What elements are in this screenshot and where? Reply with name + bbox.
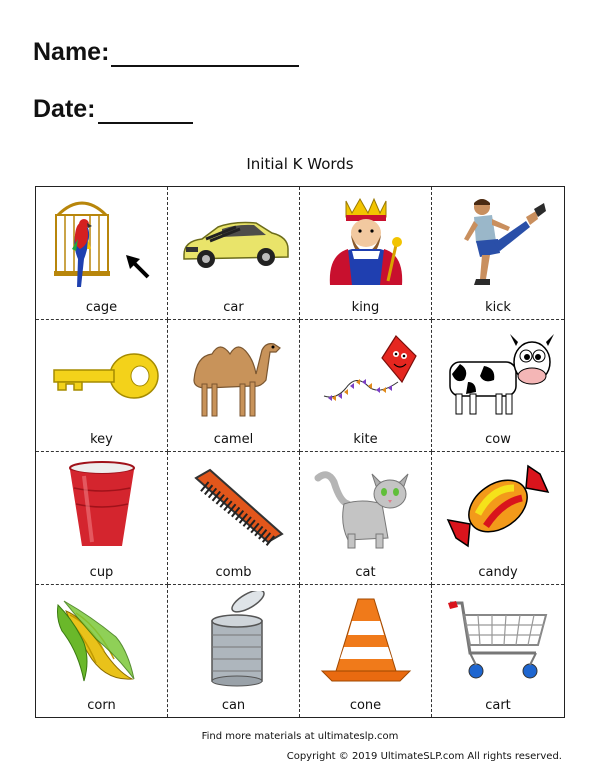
card-key [36, 320, 168, 453]
card-label: cat [355, 564, 376, 580]
card-label: car [223, 299, 244, 315]
key-icon [44, 326, 160, 422]
card-label: can [221, 698, 246, 713]
card-label: king [351, 299, 380, 315]
camel-icon [176, 326, 292, 422]
card-label: kick [485, 299, 511, 315]
card-label: corn [87, 698, 116, 713]
footer-more-materials: Find more materials at ultimateslp.com [201, 731, 399, 742]
card-kite [300, 320, 432, 453]
card-cup [36, 452, 168, 585]
cup-icon [44, 458, 160, 554]
card-label: cart [485, 698, 511, 713]
card-cart [432, 585, 564, 718]
card-cage [36, 187, 168, 320]
cow-icon [440, 326, 556, 422]
card-label: camel [213, 432, 254, 447]
card-king [300, 187, 432, 320]
comb-icon [176, 458, 292, 554]
date-label: Date: [33, 95, 96, 123]
name-label: Name: [33, 38, 110, 66]
card-label: cup [89, 564, 114, 580]
kite-icon [308, 326, 424, 422]
bird-cage-icon [44, 193, 160, 289]
corn-icon [44, 591, 160, 687]
cat-icon [308, 458, 424, 554]
card-cow [432, 320, 564, 453]
word-card-grid [35, 186, 565, 718]
card-label: cage [85, 299, 118, 315]
card-car [168, 187, 300, 320]
worksheet-title: Initial K Words [246, 155, 354, 173]
date-field [33, 95, 193, 124]
name-field [33, 38, 299, 67]
card-label: cone [349, 698, 382, 713]
card-cat [300, 452, 432, 585]
card-comb [168, 452, 300, 585]
card-candy [432, 452, 564, 585]
king-icon [308, 193, 424, 289]
card-camel [168, 320, 300, 453]
kicking-boy-icon [440, 193, 556, 289]
card-label: comb [215, 564, 252, 580]
card-label: kite [353, 432, 378, 447]
card-label: key [90, 432, 113, 447]
card-cone [300, 585, 432, 718]
date-blank-line [98, 100, 193, 124]
card-label: candy [478, 564, 518, 580]
can-icon [176, 591, 292, 687]
name-blank-line [111, 43, 299, 67]
candy-icon [440, 458, 556, 554]
shopping-cart-icon [440, 591, 556, 687]
card-can [168, 585, 300, 718]
car-icon [176, 193, 292, 289]
card-kick [432, 187, 564, 320]
footer-copyright: Copyright © 2019 UltimateSLP.com All rights reserved. [286, 751, 562, 762]
card-label: cow [485, 432, 511, 447]
card-corn [36, 585, 168, 718]
traffic-cone-icon [308, 591, 424, 687]
